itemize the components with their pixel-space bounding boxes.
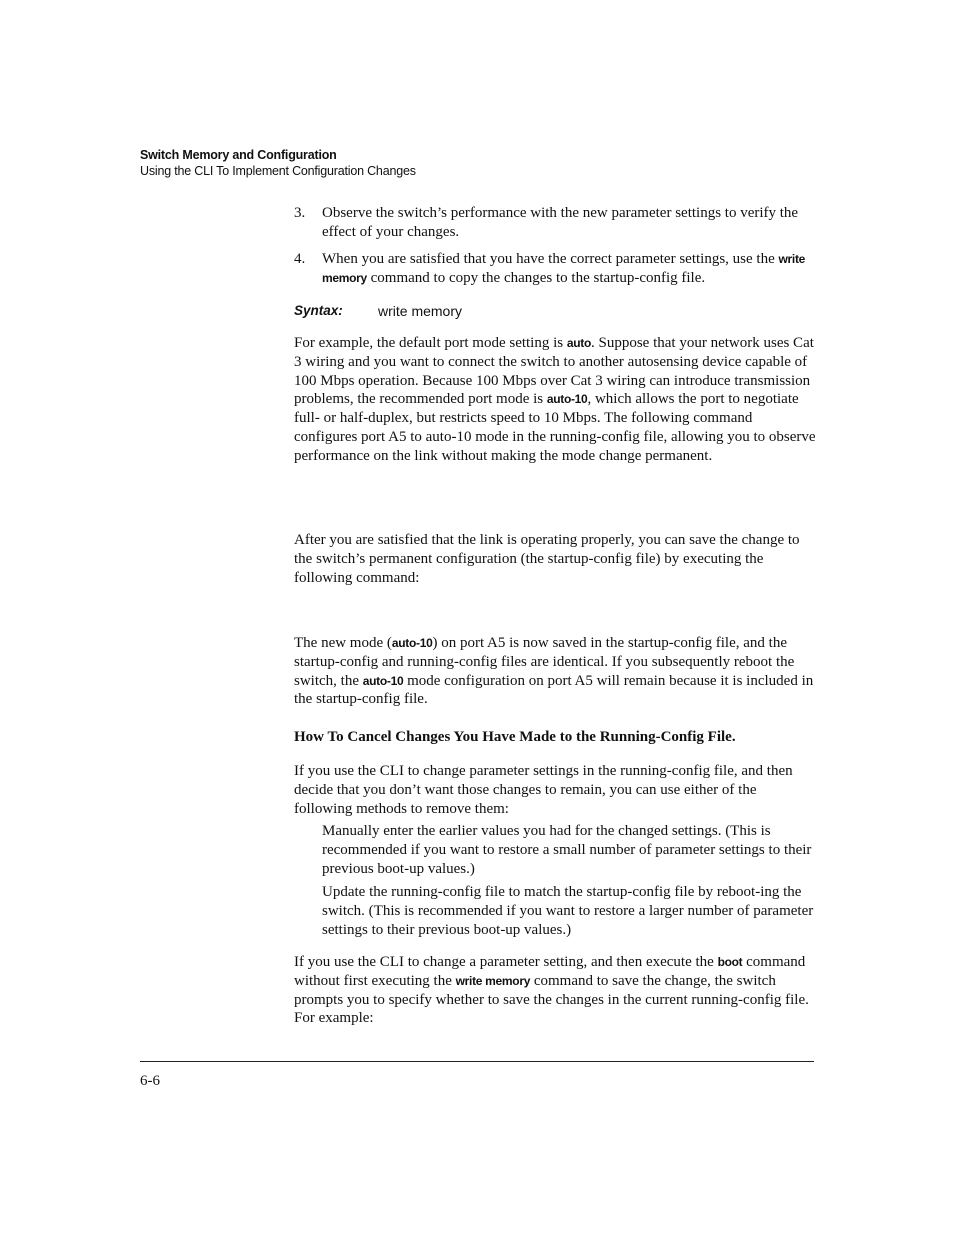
step-text: When you are satisfied that you have the correct parameter settings, use the write memory command to copy the changes to the startup-config file. xyxy=(322,251,806,286)
paragraph-cancel-methods: If you use the CLI to change parameter settings in the running-config file, and then decide that you don’t want those changes to remain, you can use either of the following methods to remove them: xyxy=(294,763,793,817)
paragraph-save-change: After you are satisfied that the link is operating properly, you can save the change to the switch’s permanent configuration (the startup-config file) by executing the following command: xyxy=(294,532,800,586)
command-keyword: auto-10 xyxy=(362,673,404,688)
step-4 xyxy=(294,250,816,288)
syntax-value: write memory xyxy=(378,303,463,319)
command-keyword: auto-10 xyxy=(391,636,433,650)
step-3 xyxy=(294,204,816,242)
step-number: 4. xyxy=(294,251,306,267)
list-item: Update the running-config file to match the startup-config file by reboot-ing the switch. (This is recommended if you want to restore a larger number of parameter settings to their previous boot-up values.) xyxy=(322,884,814,938)
paragraph-boot-prompt: If you use the CLI to change a parameter setting, and then execute the boot command without first executing the write memory command to save the change, the switch prompts you to specify whether to save the changes in the current running-config file. For example: xyxy=(294,954,809,1027)
page-number: 6-6 xyxy=(140,1073,160,1089)
command-keyword: boot xyxy=(717,955,743,969)
list-item: Manually enter the earlier values you had for the changed settings. (This is recommended if you want to restore a small number of parameter settings to their previous boot-up values.) xyxy=(322,823,812,877)
header-title: Switch Memory and Configuration xyxy=(140,148,337,162)
syntax-label: Syntax: xyxy=(294,303,343,318)
command-keyword: write memory xyxy=(455,973,531,988)
step-text: Observe the switch’s performance with the new parameter settings to verify the effect of your changes. xyxy=(322,205,799,240)
command-keyword: auto xyxy=(566,336,591,350)
step-number: 3. xyxy=(294,205,306,221)
paragraph-port-mode-example: For example, the default port mode setting is auto. Suppose that your network uses Cat 3 wiring and you want to connect the switch to another autosensing device capable of 100 Mbps operation. Because 100 Mbps over Cat 3 wiring can introduce transmission problems, the recommended port mode is auto-10, which allows the port to negotiate full- or half-duplex, but restricts speed to 10 Mbps. The following command configures port A5 to auto-10 mode in the running-config file, allowing you to observe performance on the link without making the mode change permanent. xyxy=(294,335,816,464)
footer-rule xyxy=(140,1061,814,1062)
section-heading: How To Cancel Changes You Have Made to the Running-Config File. xyxy=(294,729,736,745)
header-subtitle: Using the CLI To Implement Configuration Changes xyxy=(140,164,416,178)
paragraph-new-mode: The new mode (auto-10) on port A5 is now saved in the startup-config file, and the startup-config and running-config files are identical. If you subsequently reboot the switch, the auto-10 mode configuration on port A5 will remain because it is included in the startup-config file. xyxy=(294,635,814,708)
command-keyword: write memory xyxy=(322,252,806,285)
command-keyword: auto-10 xyxy=(546,392,588,407)
